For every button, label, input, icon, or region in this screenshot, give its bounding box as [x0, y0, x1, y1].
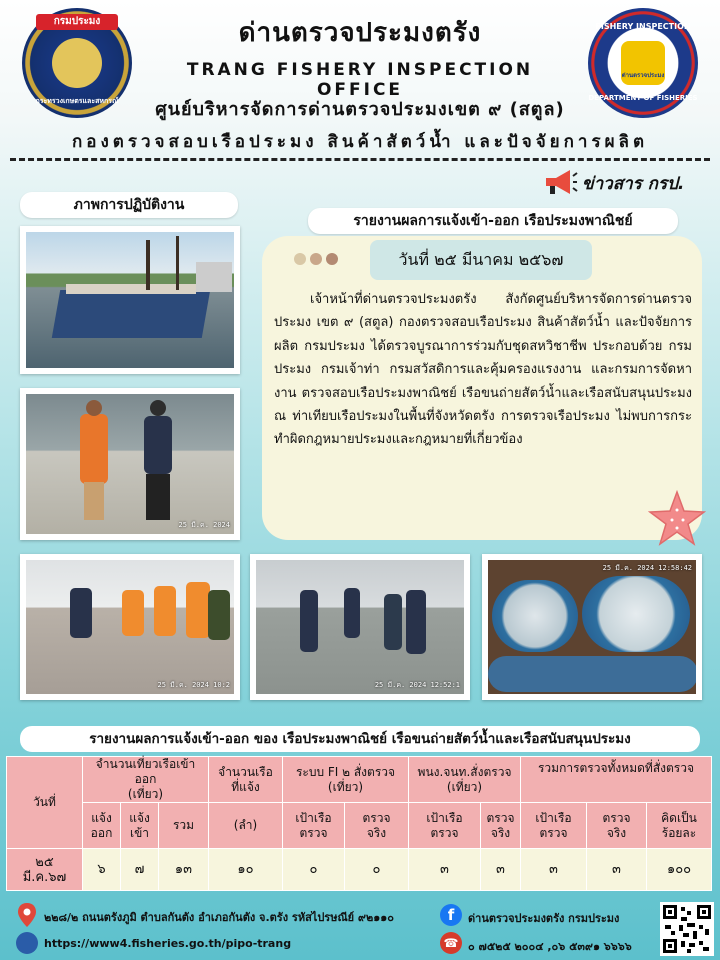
percent-line2: ร้อยละ: [661, 825, 697, 840]
cell-officer-target: ๓: [409, 849, 481, 891]
subheader-total-target: [521, 803, 587, 849]
fi2-actual-line2: จริง: [366, 825, 387, 840]
header-fi2: [283, 757, 409, 803]
total-actual-line1: ตรวจ: [602, 810, 631, 825]
subheader-officer-actual: [481, 803, 521, 849]
header-trips: [83, 757, 209, 803]
photo-timestamp: 25 มี.ค. 2024 12:58:42: [602, 564, 692, 572]
fi2-actual-line1: ตรวจ: [362, 810, 391, 825]
total-actual-line2: จริง: [606, 825, 627, 840]
garuda-emblem-icon: [52, 38, 102, 88]
facebook-icon: f: [440, 904, 462, 926]
fi2-target-line2: ตรวจ: [299, 825, 328, 840]
cell-sum: ๑๓: [159, 849, 209, 891]
news-label: ข่าวสาร กรป.: [582, 174, 685, 194]
header-officer: [409, 757, 521, 803]
footer-facebook[interactable]: ด่านตรวจประมงตรัง กรมประมง: [468, 912, 620, 925]
total-target-line2: ตรวจ: [539, 825, 568, 840]
subtitle-division: กองตรวจสอบเรือประมง สินค้าสัตว์น้ำ และปัจจัยการผลิต: [71, 132, 649, 152]
fi2-target-line1: เป้าเรือ: [295, 810, 332, 825]
officer-target-line1: เป้าเรือ: [426, 810, 463, 825]
website-icon: [16, 932, 38, 954]
subheader-out: [83, 803, 121, 849]
footer-address: ๒๒๘/๒ ถนนตรังภูมิ ตำบลกันตัง อำเภอกันตัง จ.ตรัง รหัสไปรษณีย์ ๙๒๑๑๐: [44, 911, 394, 924]
report-body: เจ้าหน้าที่ด่านตรวจประมงตรัง สังกัดศูนย์บริหารจัดการด่านตรวจประมง เขต ๙ (สตูล) กองตรวจสอบเรือประมง สินค้าสัตว์น้ำ และปัจจัยการผลิต กรมประมง ได้ตรวจบูรณาการร่วมกับชุดสหวิชาชีพ ประกอบด้วย กรมประมง กรมเจ้าท่า กรมสวัสดิการและคุ้มครองแรงงาน และกรมการจัดหางาน ตรวจสอบเรือประมงพาณิชย์ เรือขนถ่ายสัตว์น้ำและเรือสนับสนุนประมง ณ ท่าเทียบเรือประมงในพื้นที่จังหวัดตรัง การตรวจเรือประมง ไม่พบการกระทำผิดกฎหมายประมงและกฎหมายที่เกี่ยวข้อง: [274, 292, 692, 448]
cell-fi2-target: ๐: [283, 849, 345, 891]
subheader-officer-target: [409, 803, 481, 849]
qr-code-icon[interactable]: [660, 902, 714, 956]
header-boats: [209, 757, 283, 803]
header-total: รวมการตรวจทั้งหมดที่สั่งตรวจ: [521, 757, 712, 803]
subheader-percent: [647, 803, 712, 849]
phone-icon: ☎: [440, 932, 462, 954]
logo-right-bottom-text: DEPARTMENT OF FISHERIES: [588, 94, 698, 102]
dashed-divider: [10, 158, 710, 161]
cell-out: ๖: [83, 849, 121, 891]
megaphone-icon: [542, 168, 578, 196]
cell-boats: ๑๐: [209, 849, 283, 891]
header-boats-label: จำนวนเรือ: [218, 764, 273, 779]
report-section-label: รายงานผลการแจ้งเข้า-ออก เรือประมงพาณิชย์: [308, 208, 678, 234]
officer-actual-line2: จริง: [490, 825, 511, 840]
news-badge: [540, 166, 710, 198]
logo-right-center-text: ด่านตรวจประมง: [621, 72, 665, 79]
subheader-in-line1: แจ้ง: [129, 810, 150, 825]
header-date: วันที่: [7, 757, 83, 849]
cell-total-target: ๓: [521, 849, 587, 891]
footer-website[interactable]: https://www4.fisheries.go.th/pipo-trang: [44, 937, 292, 950]
cell-date-month: มี.ค.๖๗: [22, 869, 67, 885]
photo-pier-inspection: [250, 554, 470, 700]
photo-officers-inspecting: [20, 388, 240, 540]
photo-timestamp: 25 มี.ค. 2024: [178, 521, 230, 529]
subheader-out-line2: ออก: [90, 825, 113, 840]
page-title: ด่านตรวจประมงตรัง: [238, 18, 482, 48]
percent-line1: คิดเป็น: [661, 810, 697, 825]
photo-fish-tanks: [482, 554, 702, 700]
cell-in: ๗: [121, 849, 159, 891]
page-title-english: TRANG FISHERY INSPECTION OFFICE: [186, 60, 534, 100]
cell-officer-actual: ๓: [481, 849, 521, 891]
officer-actual-line1: ตรวจ: [486, 810, 515, 825]
header-trips-label: จำนวนเที่ยวเรือเข้าออก: [95, 757, 196, 786]
cell-total-actual: ๓: [587, 849, 647, 891]
header-fi2-label: ระบบ FI ๒ สั่งตรวจ: [295, 764, 396, 779]
subheader-in: [121, 803, 159, 849]
subheader-out-line1: แจ้ง: [91, 810, 112, 825]
cell-fi2-actual: ๐: [345, 849, 409, 891]
table-row: [7, 849, 712, 891]
total-target-line1: เป้าเรือ: [535, 810, 572, 825]
subheader-unit: (ลำ): [209, 803, 283, 849]
cell-percent: ๑๐๐: [647, 849, 712, 891]
cell-date-day: ๒๕: [35, 854, 54, 870]
logo-left-label: กรมประมง: [36, 14, 118, 30]
activities-section-label: ภาพการปฏิบัติงาน: [20, 192, 238, 218]
header-officer-unit: (เที่ยว): [446, 779, 483, 794]
report-card: [262, 236, 702, 540]
officer-target-line2: ตรวจ: [430, 825, 459, 840]
photo-timestamp: 25 มี.ค. 2024 10:2: [157, 681, 230, 689]
photo-timestamp: 25 มี.ค. 2024 12:52:1: [374, 681, 460, 689]
photo-team-meeting: [20, 554, 240, 700]
photo-fishing-boat: [20, 226, 240, 374]
subtitle-center: ศูนย์บริหารจัดการด่านตรวจประมงเขต ๙ (สตูล): [155, 99, 565, 120]
header-officer-label: พนง.จนท.สั่งตรวจ: [417, 764, 512, 779]
table-title: รายงานผลการแจ้งเข้า-ออก ของ เรือประมงพาณิชย์ เรือขนถ่ายสัตว์น้ำและเรือสนับสนุนประมง: [20, 726, 700, 752]
header-fi2-unit: (เที่ยว): [327, 779, 364, 794]
subheader-total-actual: [587, 803, 647, 849]
footer-phone: ๐ ๗๕๒๕ ๒๐๐๔ ,๐๖ ๕๓๙๑ ๖๖๖๖: [468, 940, 632, 953]
subheader-fi2-actual: [345, 803, 409, 849]
logo-left-ring-text: กระทรวงเกษตรและสหกรณ์: [35, 97, 119, 105]
cell-date: [7, 849, 83, 891]
logo-right-top-text: FISHERY INSPECTION: [595, 22, 691, 31]
decorative-dots: [294, 250, 342, 269]
report-date: วันที่ ๒๕ มีนาคม ๒๕๖๗: [370, 240, 592, 280]
starfish-icon: [648, 490, 706, 548]
location-pin-icon: [16, 902, 38, 928]
subheader-sum: รวม: [159, 803, 209, 849]
report-table: [6, 756, 712, 891]
header-trips-unit: (เที่ยว): [127, 787, 164, 801]
header-boats-label2: ที่แจ้ง: [231, 779, 260, 794]
subheader-fi2-target: [283, 803, 345, 849]
subheader-in-line2: เข้า: [129, 825, 150, 840]
